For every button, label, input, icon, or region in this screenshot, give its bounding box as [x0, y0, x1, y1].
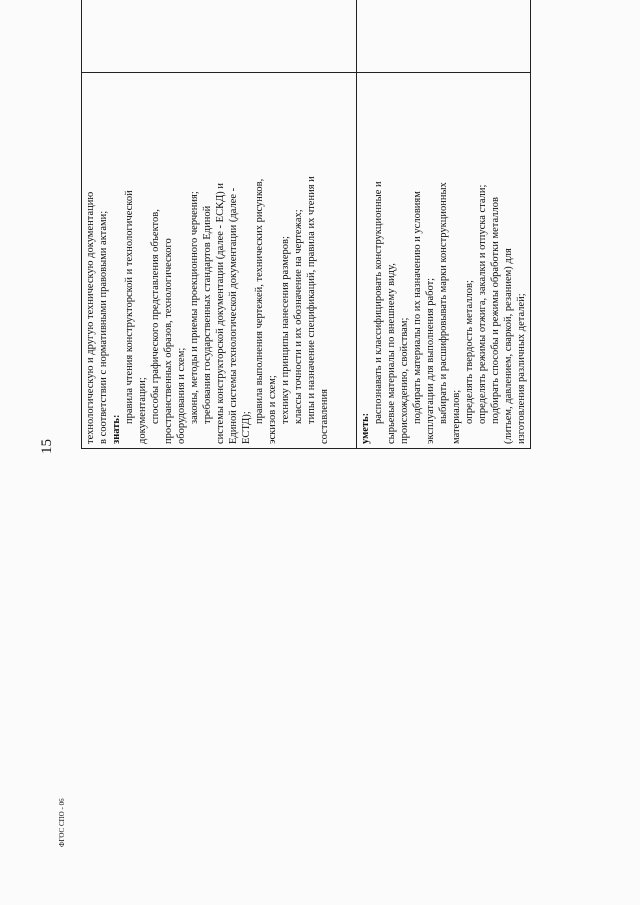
- text-line: технику и принципы нанесения размеров;: [280, 236, 291, 424]
- text-line: классы точности и их обозначение на чертежах;: [293, 209, 304, 424]
- text-line: способы графического представления объектов,: [150, 209, 161, 424]
- text-line: пространственных образов, технологического: [163, 238, 174, 444]
- text-line: происхождению, свойствам;: [399, 317, 410, 444]
- text-line: документации;: [137, 377, 148, 444]
- section-label-can: уметь:: [360, 412, 371, 444]
- table-row: [82, 0, 357, 449]
- text-line: ЕСТД);: [241, 411, 252, 444]
- content-cell: [82, 73, 357, 449]
- text-line: законы, методы и приемы проекционного черчения;: [189, 191, 200, 424]
- text-line: эксплуатации для выполнения работ;: [425, 277, 436, 444]
- text-line: типы и назначение спецификаций, правила их чтения и: [306, 176, 317, 424]
- text-line: эскизов и схем;: [267, 375, 278, 444]
- footer-code: ФГОС СПО - 06: [58, 798, 66, 847]
- text-line: подбирать способы и режимы обработки металлов: [490, 197, 501, 424]
- text-line: (литьем, давлением, сваркой, резанием) для: [503, 248, 514, 444]
- text-line: распознавать и классифицировать конструкционные и: [373, 181, 384, 424]
- competency-table: [81, 0, 527, 449]
- section-label-know: знать:: [111, 414, 122, 444]
- empty-cell: [357, 0, 531, 73]
- text-line: сырьевые материалы по внешнему виду,: [386, 263, 397, 444]
- content-cell: [357, 73, 531, 449]
- empty-cell: [82, 0, 357, 73]
- page-number: 15: [39, 439, 55, 454]
- text-line: системы конструкторской документации (далее - ЕСКД) и: [215, 183, 226, 444]
- table-row: [357, 0, 531, 449]
- text-line: технологическую и другую техническую документацию: [85, 191, 96, 444]
- text-line: Единой системы технологической документации (далее -: [228, 187, 239, 444]
- text-line: определять твердость металлов;: [464, 280, 475, 424]
- text-line: в соответствии с нормативными правовыми актами;: [98, 210, 109, 444]
- text-line: определять режимы отжига, закалки и отпуска стали;: [477, 184, 488, 424]
- text-line: правила выполнения чертежей, технических рисунков,: [254, 178, 265, 424]
- text-line: подбирать материалы по их назначению и условиям: [412, 191, 423, 424]
- text-line: материалов;: [451, 389, 462, 444]
- text-line: оборудования и схем;: [176, 347, 187, 444]
- text-line: правила чтения конструкторской и технологической: [124, 190, 135, 424]
- text-line: требования государственных стандартов Единой: [202, 205, 213, 424]
- text-line: составления: [319, 389, 330, 444]
- text-line: изготовления различных деталей;: [516, 293, 527, 444]
- text-line: выбирать и расшифровывать марки конструкционных: [438, 182, 449, 424]
